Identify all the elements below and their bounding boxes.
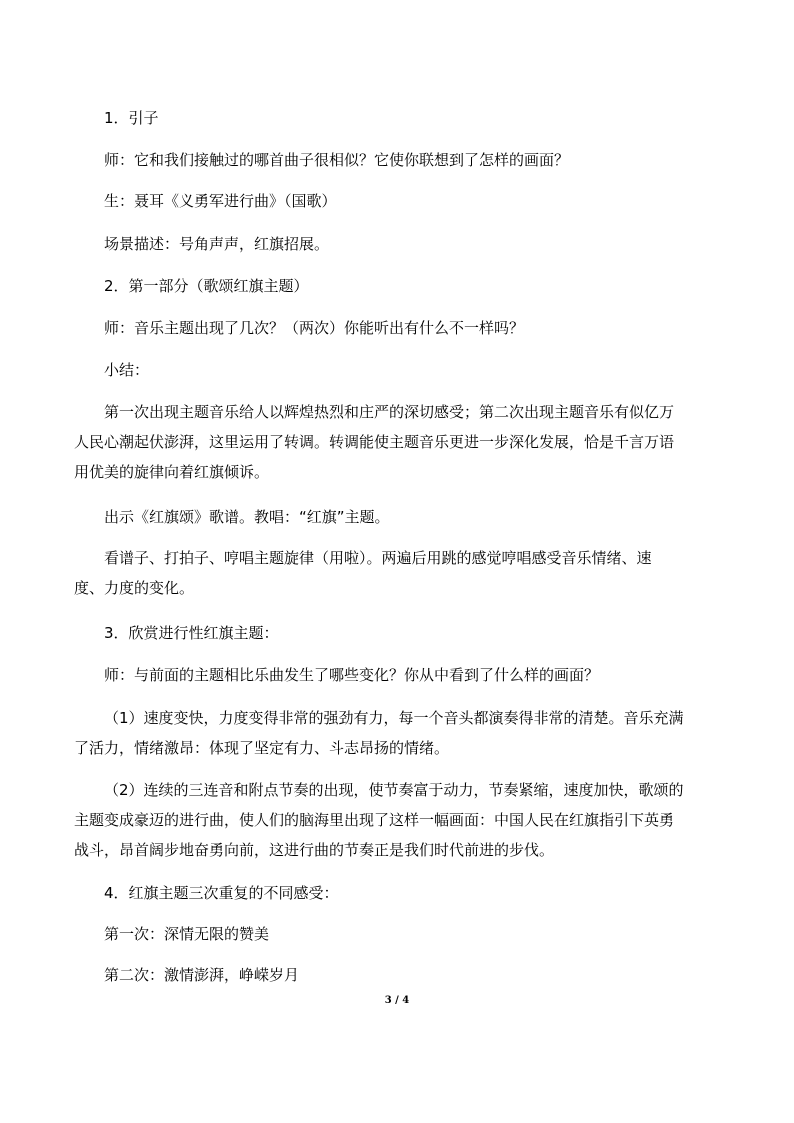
teacher-question-2: 师：音乐主题出现了几次？（两次）你能听出有什么不一样吗？: [104, 319, 525, 337]
summary-line-3: 用优美的旋律向着红旗倾诉。: [74, 463, 270, 481]
point-one-paragraph: [74, 703, 714, 763]
practice-line-1: 看谱子、打拍子、哼唱主题旋律（用啦）。两遍后用跳的感觉哼唱感受音乐情绪、速: [104, 549, 652, 567]
point-two-line-1: （2）连续的三连音和附点节奏的出现，使节奏富于动力，节奏紧缩，速度加快，歌颂的: [104, 781, 684, 799]
summary-paragraph: [74, 397, 714, 487]
section-heading-intro: 1．引子: [104, 109, 159, 127]
point-one-line-1: （1）速度变快，力度变得非常的强劲有力，每一个音头都演奏得非常的清楚。音乐充满: [104, 709, 684, 727]
page-number: 3 / 4: [384, 995, 410, 1006]
summary-label: 小结：: [104, 361, 150, 379]
show-score-paragraph: 出示《红旗颂》歌谱。教唱：“红旗”主题。: [104, 508, 390, 526]
section-heading-appreciation: 3．欣赏进行性红旗主题：: [104, 624, 279, 642]
point-two-paragraph: [74, 775, 714, 865]
repetition-first: 第一次：深情无限的赞美: [104, 925, 270, 943]
summary-line-2: 人民心潮起伏澎湃，这里运用了转调。转调能使主题音乐更进一步深化发展，恰是千言万语: [74, 433, 675, 451]
teacher-question-1: 师：它和我们接触过的哪首曲子很相似？它使你联想到了怎样的画面？: [104, 151, 570, 169]
practice-line-2: 度、力度的变化。: [74, 579, 195, 597]
practice-paragraph: [74, 543, 714, 603]
summary-line-1: 第一次出现主题音乐给人以辉煌热烈和庄严的深切感受；第二次出现主题音乐有似亿万: [104, 403, 675, 421]
teacher-question-3: 师：与前面的主题相比乐曲发生了哪些变化？你从中看到了什么样的画面？: [104, 666, 600, 684]
section-heading-repetition: 4．红旗主题三次重复的不同感受：: [104, 884, 339, 902]
point-two-line-2: 主题变成豪迈的进行曲，使人们的脑海里出现了这样一幅画面：中国人民在红旗指引下英勇: [74, 811, 675, 829]
student-answer-1: 生：聂耳《义勇军进行曲》（国歌）: [104, 192, 337, 210]
section-heading-part-one: 2．第一部分（歌颂红旗主题）: [104, 277, 309, 295]
point-two-line-3: 战斗，昂首阔步地奋勇向前，这进行曲的节奏正是我们时代前进的步伐。: [74, 841, 555, 859]
point-one-line-2: 了活力，情绪激昂：体现了坚定有力、斗志昂扬的情绪。: [74, 739, 450, 757]
scene-description: 场景描述：号角声声，红旗招展。: [104, 235, 330, 253]
repetition-second: 第二次：激情澎湃，峥嵘岁月: [104, 966, 300, 984]
